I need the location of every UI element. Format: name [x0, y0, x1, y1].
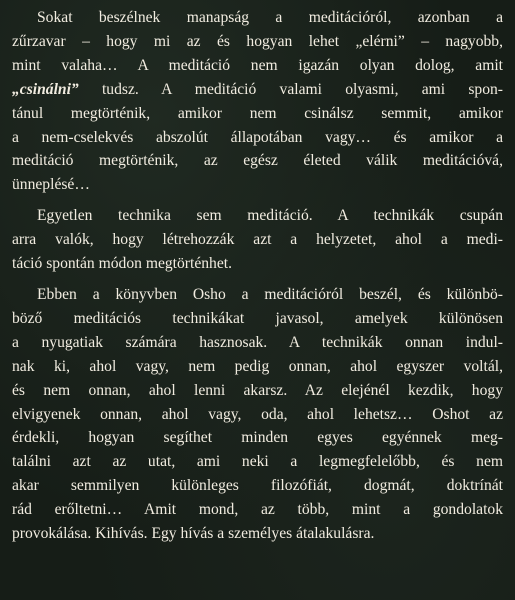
paragraph-1	[12, 6, 503, 197]
text-line: a nyugatiak számára hasznosak. A technikák onnan indul-	[12, 333, 503, 351]
text-line: találni azt az utat, ami neki a legmegfelelőbb, és nem	[12, 453, 503, 471]
text-line: Egyetlen technika sem meditáció. A technikák csupán	[37, 207, 503, 225]
text-line: a nem-cselekvés abszolút állapotában vagy… és amikor a	[12, 128, 503, 146]
text-line: Ebben a könyvben Osho a meditációról beszél, és különbö-	[37, 285, 503, 303]
text-line: érdekli, hogyan segíthet minden egyes egyénnek meg-	[12, 429, 503, 447]
text-line: akar semmilyen különleges filozófiát, dogmát, doktrínát	[12, 477, 503, 495]
paragraph-2	[12, 204, 503, 276]
emphasized-word: „csinálni”	[12, 80, 79, 98]
text-line: meditáció megtörténik, az egész életed válik meditációvá,	[12, 152, 503, 170]
text-line: tánul megtörténik, amikor nem csinálsz semmit, amikor	[12, 104, 503, 122]
text-line-rest: tudsz. A meditáció valami olyasmi, ami spon-	[78, 80, 503, 98]
text-line: mint valaha… A meditáció nem igazán olyan dolog, amit	[12, 56, 503, 74]
text-line: és nem onnan, ahol lenni akarsz. Az elejénél kezdik, hogy	[12, 381, 503, 399]
paragraph-3	[12, 283, 503, 546]
text-line: táció spontán módon megtörténhet.	[12, 255, 232, 273]
text-line: nak ki, ahol vagy, nem pedig onnan, ahol egyszer voltál,	[12, 357, 503, 375]
text-line: provokálása. Kihívás. Egy hívás a személyes átalakulásra.	[12, 525, 375, 543]
text-line: Sokat beszélnek manapság a meditációról, azonban a	[37, 9, 503, 26]
text-line: elvigyenek onnan, ahol vagy, oda, ahol lehetsz… Oshot az	[12, 405, 503, 423]
text-line: böző meditációs technikákat javasol, amelyek különösen	[12, 309, 503, 327]
text-line: ünneplésé…	[12, 176, 90, 194]
text-line	[12, 78, 503, 102]
text-line: rád erőltetni… Amit mond, az több, mint a gondolatok	[12, 501, 503, 519]
text-line: arra valók, hogy létrehozzák azt a helyzetet, ahol a medi-	[12, 231, 503, 249]
text-line: zűrzavar – hogy mi az és hogyan lehet „elérni” – nagyobb,	[12, 32, 503, 50]
